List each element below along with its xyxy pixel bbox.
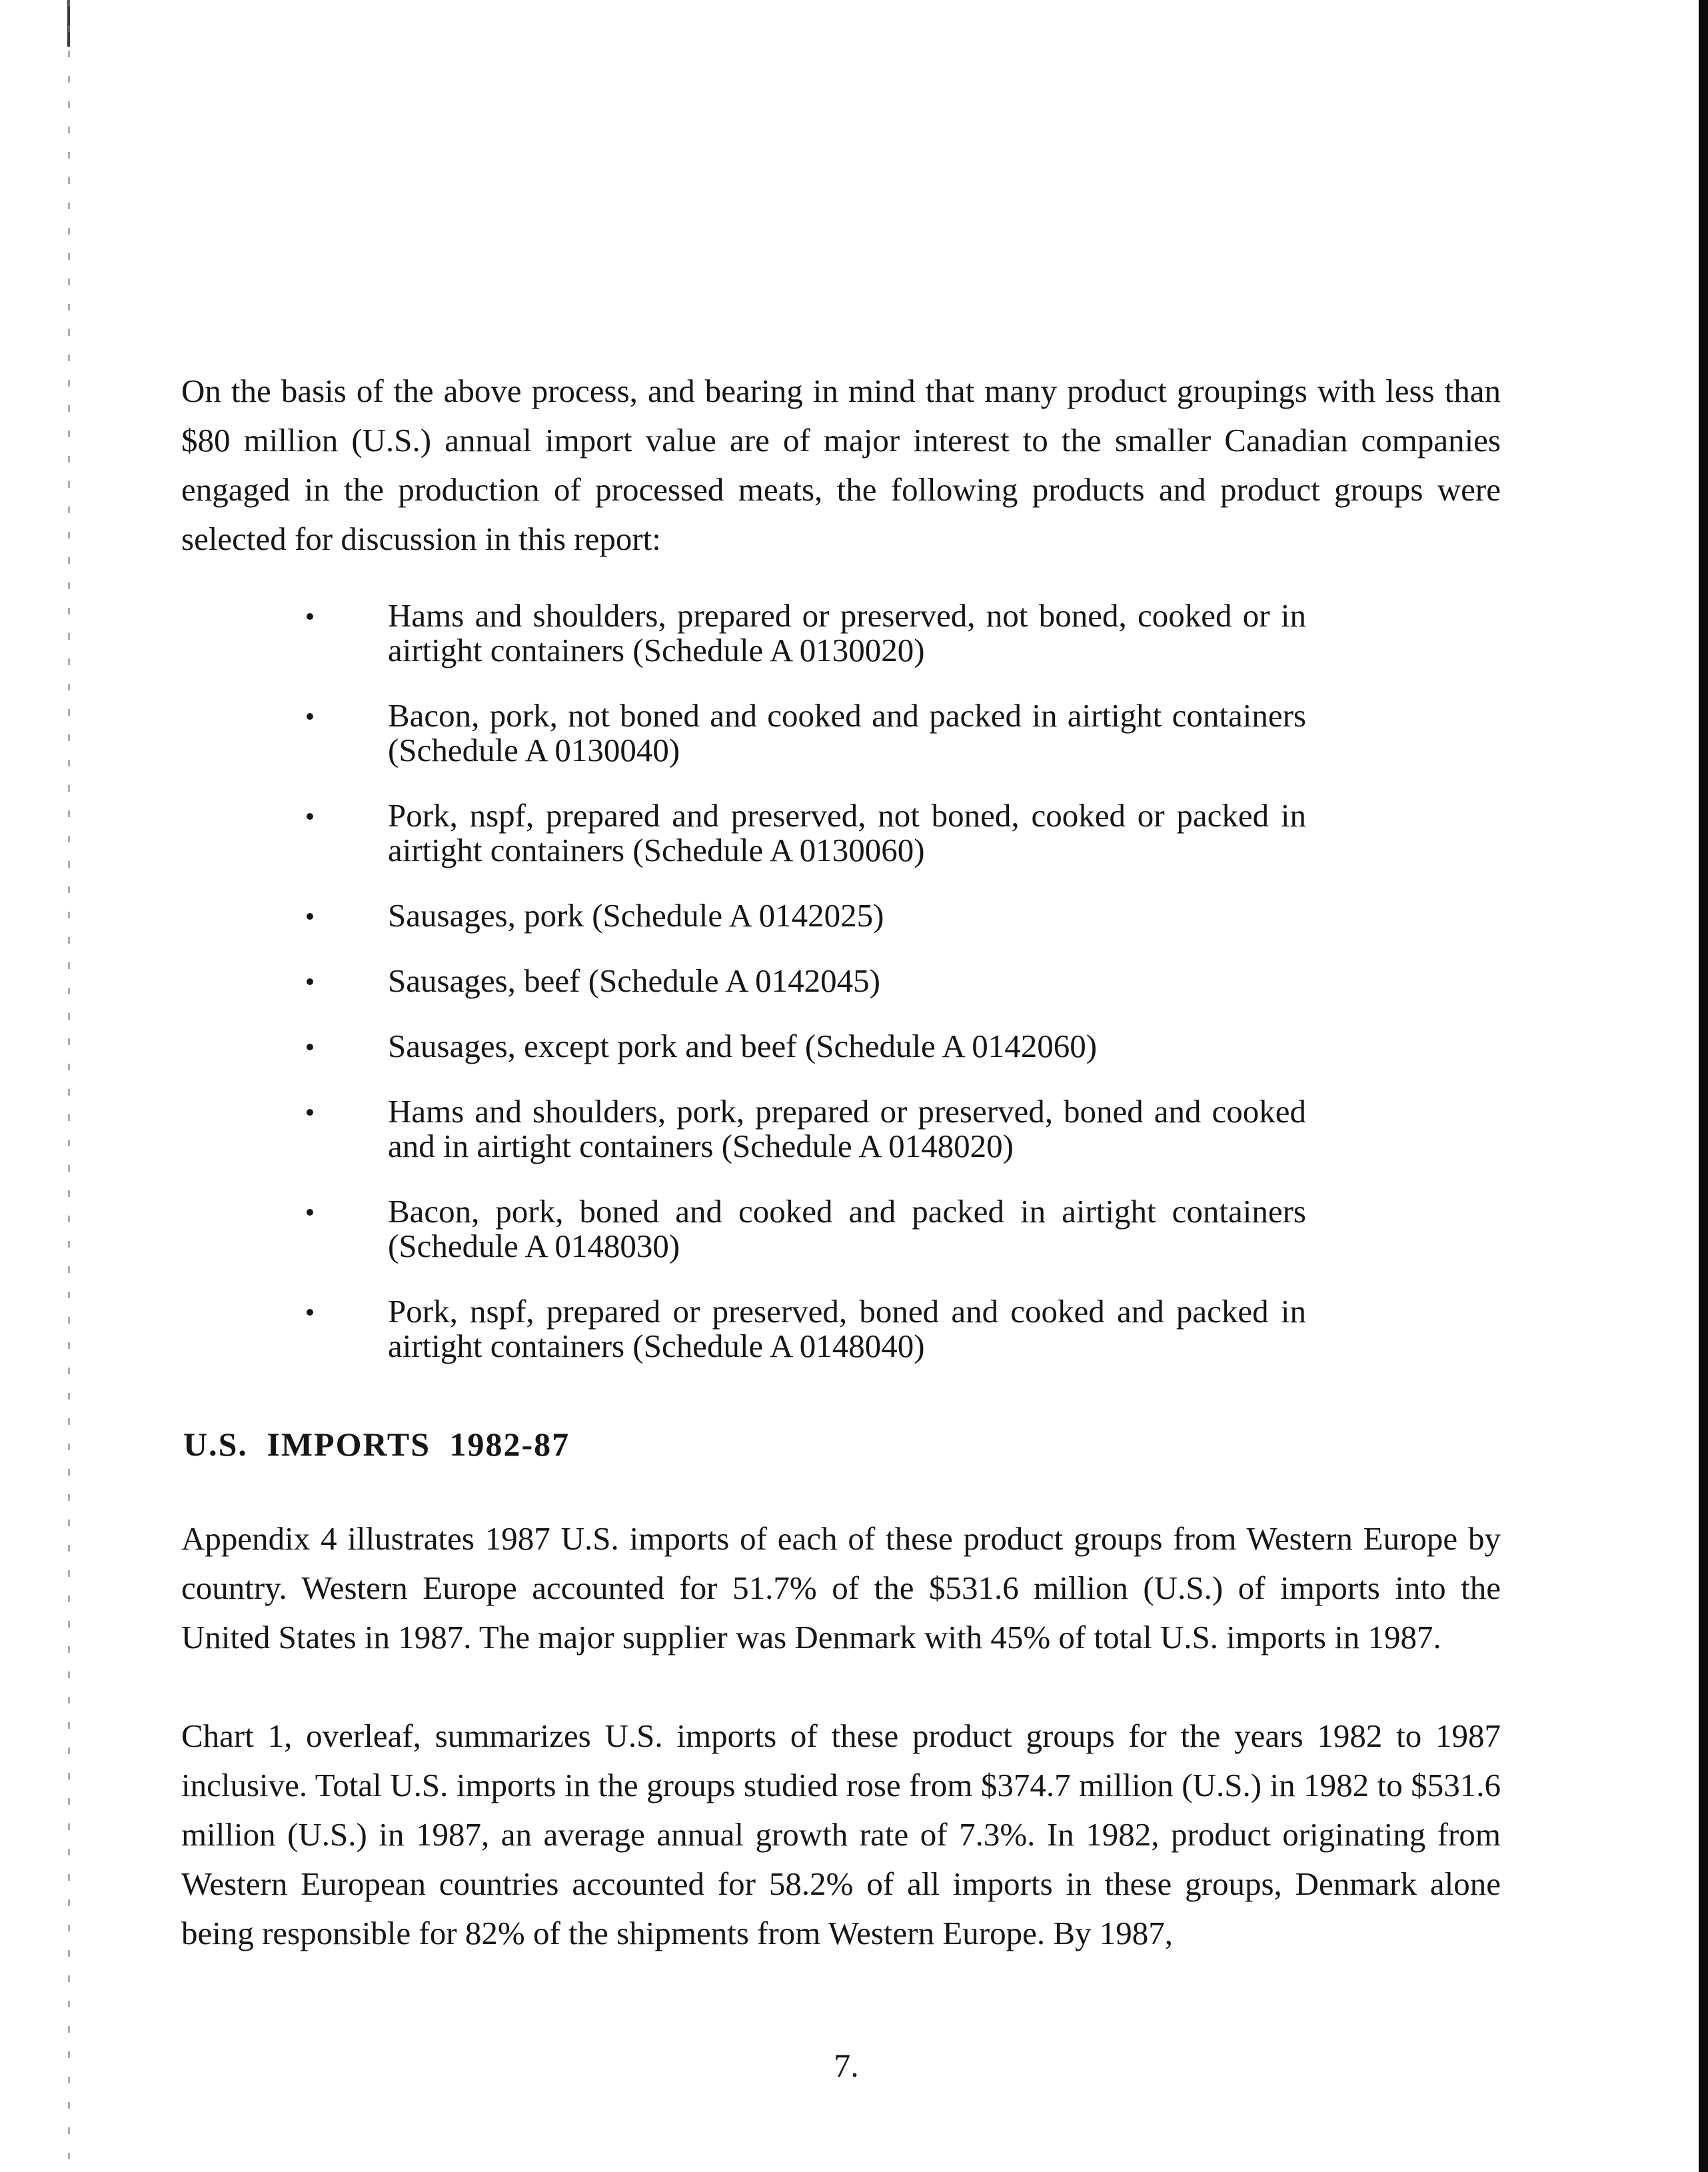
list-item <box>307 1194 1306 1264</box>
list-item-text: Pork, nspf, prepared and preserved, not boned, cooked or packed in airtight containers (Schedule A 0130060) <box>388 797 1306 868</box>
chart-summary-paragraph: Chart 1, overleaf, summarizes U.S. imports of these product groups for the years 1982 to 1987 inclusive. Total U.S. imports in the groups studied rose from $374.7 million (U.S.) in 1982 to $531.6 million (U.S.) in 1987, an average annual growth rate of 7.3%. In 1982, product originating from Western European countries accounted for 58.2% of all imports in these groups, Denmark alone being responsible for 82% of the shipments from Western Europe. By 1987, <box>181 1717 1501 1951</box>
list-item <box>307 898 1306 933</box>
list-item-text: Bacon, pork, not boned and cooked and packed in airtight containers (Schedule A 0130040) <box>388 697 1306 768</box>
bullet-icon <box>307 613 313 620</box>
bullet-icon <box>307 1209 313 1216</box>
bullet-icon <box>307 713 313 720</box>
appendix-paragraph: Appendix 4 illustrates 1987 U.S. imports of each of these product groups from Western Europe by country. Western Europe accounted for 51.7% of the $531.6 million (U.S.) of imports into the United States in 1987. The major supplier was Denmark with 45% of total U.S. imports in 1987. <box>181 1520 1501 1655</box>
bullet-icon <box>307 1109 313 1116</box>
product-list <box>307 598 1306 1394</box>
list-item-text: Sausages, pork (Schedule A 0142025) <box>388 897 884 934</box>
list-item-text: Bacon, pork, boned and cooked and packed in airtight containers (Schedule A 0148030) <box>388 1193 1306 1264</box>
bullet-icon <box>307 1309 313 1316</box>
list-item <box>307 1294 1306 1364</box>
list-item <box>307 964 1306 998</box>
bullet-icon <box>307 978 313 985</box>
scan-dark-edge <box>1699 0 1708 2172</box>
intro-paragraph: On the basis of the above process, and bearing in mind that many product groupings with less than $80 million (U.S.) annual import value are of major interest to the smaller Canadian companies engaged in the production of processed meats, the following products and product groups were selected for discussion in this report: <box>181 373 1501 557</box>
list-item <box>307 1029 1306 1064</box>
list-item <box>307 698 1306 768</box>
list-item <box>307 1094 1306 1164</box>
scan-binding-edge <box>68 0 70 2172</box>
list-item <box>307 598 1306 668</box>
bullet-icon <box>307 913 313 920</box>
list-item-text: Sausages, beef (Schedule A 0142045) <box>388 962 880 999</box>
list-item-text: Pork, nspf, prepared or preserved, boned and cooked and packed in airtight containers (Schedule A 0148040) <box>388 1293 1306 1364</box>
section-heading: U.S. IMPORTS 1982-87 <box>183 1426 570 1463</box>
list-item-text: Hams and shoulders, prepared or preserved, not boned, cooked or in airtight containers (Schedule A 0130020) <box>388 597 1306 668</box>
list-item <box>307 798 1306 868</box>
list-item-text: Sausages, except pork and beef (Schedule A 0142060) <box>388 1028 1098 1064</box>
list-item-text: Hams and shoulders, pork, prepared or preserved, boned and cooked and in airtight containers (Schedule A 0148020) <box>388 1093 1306 1164</box>
bullet-icon <box>307 1044 313 1050</box>
bullet-icon <box>307 813 313 820</box>
page-number: 7. <box>834 2047 859 2084</box>
